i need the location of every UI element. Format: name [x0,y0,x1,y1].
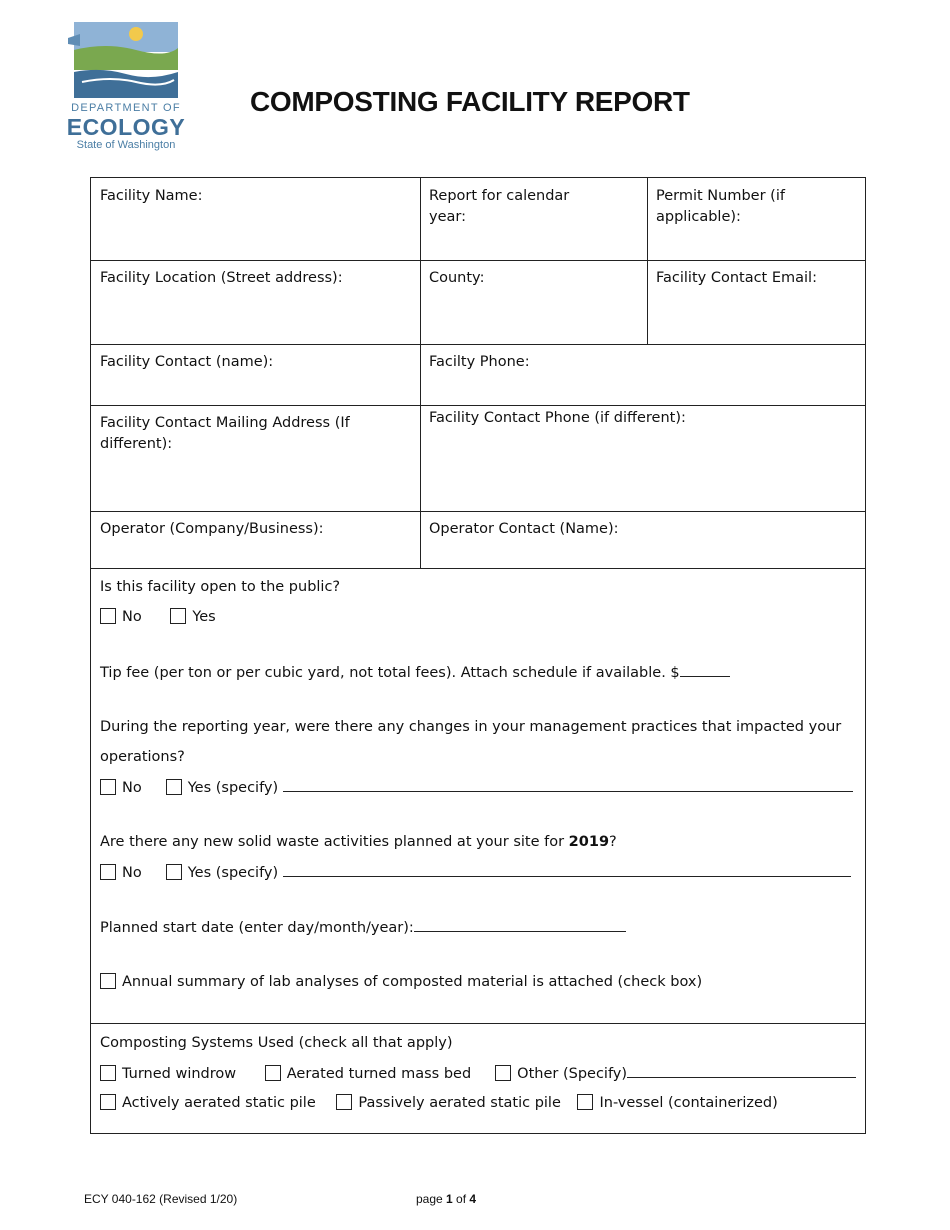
facility-location-label: Facility Location (Street address): [100,270,343,286]
new-activities-options [100,862,851,884]
contact-name-label: Facility Contact (name): [100,354,274,370]
operator-company-label: Operator (Company/Business): [100,521,324,537]
mailing-address-field[interactable] [91,405,391,511]
systems-row-1 [100,1063,856,1085]
public-no-label: No [122,609,142,625]
page-title: COMPOSTING FACILITY REPORT [250,86,690,117]
new-activities-specify-input[interactable] [283,862,851,877]
operator-contact-label: Operator Contact (Name): [429,521,619,537]
form-id: ECY 040-162 (Revised 1/20) [84,1192,238,1206]
contact-email-label: Facility Contact Email: [656,270,817,286]
changes-no-label: No [122,780,142,796]
page-word: page [416,1192,447,1206]
county-field[interactable] [420,260,647,344]
other-system-label: Other (Specify) [517,1066,628,1082]
lab-summary-checkbox[interactable] [100,973,116,989]
changes-yes-label: Yes (specify) [187,780,279,796]
permit-number-label: Permit Number (if applicable): [656,188,785,225]
public-options [100,607,240,628]
systems-row-2 [100,1093,802,1114]
report-year-label: Report for calendar year: [429,188,570,225]
start-date-label: Planned start date (enter day/month/year): [100,920,414,936]
contact-phone-label: Facility Contact Phone (if different): [429,410,686,426]
page-of: of [452,1192,470,1206]
passively-aerated-checkbox[interactable] [336,1094,352,1110]
tip-fee-label: Tip fee (per ton or per cubic yard, not total fees). Attach schedule if available. $ [100,665,680,681]
new-activities-yes-checkbox[interactable] [166,864,182,880]
logo-department-text: DEPARTMENT OF [71,102,181,114]
mailing-address-label: Facility Contact Mailing Address (If different): [100,415,350,452]
facility-name-field[interactable] [91,178,420,260]
public-no-checkbox[interactable] [100,608,116,624]
contact-phone-field[interactable] [420,400,866,511]
systems-heading: Composting Systems Used (check all that apply) [100,1035,453,1051]
lab-summary-label: Annual summary of lab analyses of composted material is attached (check box) [122,974,703,990]
contact-name-field[interactable] [91,344,420,405]
aerated-mass-bed-checkbox[interactable] [265,1065,281,1081]
turned-windrow-checkbox[interactable] [100,1065,116,1081]
start-date-input[interactable] [414,917,626,932]
new-activities-question [100,832,617,853]
facility-name-label: Facility Name: [100,188,203,204]
logo-state-text: State of Washington [76,139,176,151]
new-activities-label: Are there any new solid waste activities planned at your site for [100,834,569,850]
new-activities-no-checkbox[interactable] [100,864,116,880]
new-activities-year: 2019 [568,834,610,850]
changes-question-line2: operations? [100,749,185,765]
new-activities-mark: ? [609,834,617,850]
in-vessel-label: In-vessel (containerized) [599,1095,778,1111]
logo-ecology-text: ECOLOGY [66,114,186,140]
contact-email-field[interactable] [647,260,867,344]
changes-question-line1: During the reporting year, were there any changes in your management practices that impacted your [100,719,842,735]
logo-sun [129,27,143,41]
passively-aerated-label: Passively aerated static pile [358,1095,561,1111]
turned-windrow-label: Turned windrow [122,1066,237,1082]
changes-yes-checkbox[interactable] [166,779,182,795]
public-question: Is this facility open to the public? [100,579,341,595]
actively-aerated-checkbox[interactable] [100,1094,116,1110]
page-total: 4 [469,1192,477,1206]
aerated-mass-bed-label: Aerated turned mass bed [286,1066,472,1082]
tip-fee-question [100,662,730,684]
start-date-question [100,917,626,939]
permit-number-field[interactable] [647,178,807,260]
operator-company-field[interactable] [91,511,420,568]
changes-specify-input[interactable] [283,777,853,792]
actively-aerated-label: Actively aerated static pile [122,1095,316,1111]
report-form [90,177,866,1134]
in-vessel-checkbox[interactable] [577,1094,593,1110]
other-system-input[interactable] [627,1063,856,1078]
public-yes-checkbox[interactable] [170,608,186,624]
facility-phone-label: Facilty Phone: [429,354,530,370]
new-activities-yes-label: Yes (specify) [187,865,279,881]
public-yes-label: Yes [192,609,216,625]
page-current: 1 [446,1192,453,1206]
county-label: County: [429,270,485,286]
report-year-field[interactable] [420,178,590,260]
changes-no-checkbox[interactable] [100,779,116,795]
operator-contact-field[interactable] [420,511,866,568]
new-activities-no-label: No [122,865,142,881]
page-number [416,1192,476,1206]
changes-options [100,777,853,799]
tip-fee-input[interactable] [680,662,730,677]
facility-phone-field[interactable] [420,344,866,405]
other-system-checkbox[interactable] [495,1065,511,1081]
facility-location-field[interactable] [91,260,420,344]
lab-summary-row [100,972,702,993]
